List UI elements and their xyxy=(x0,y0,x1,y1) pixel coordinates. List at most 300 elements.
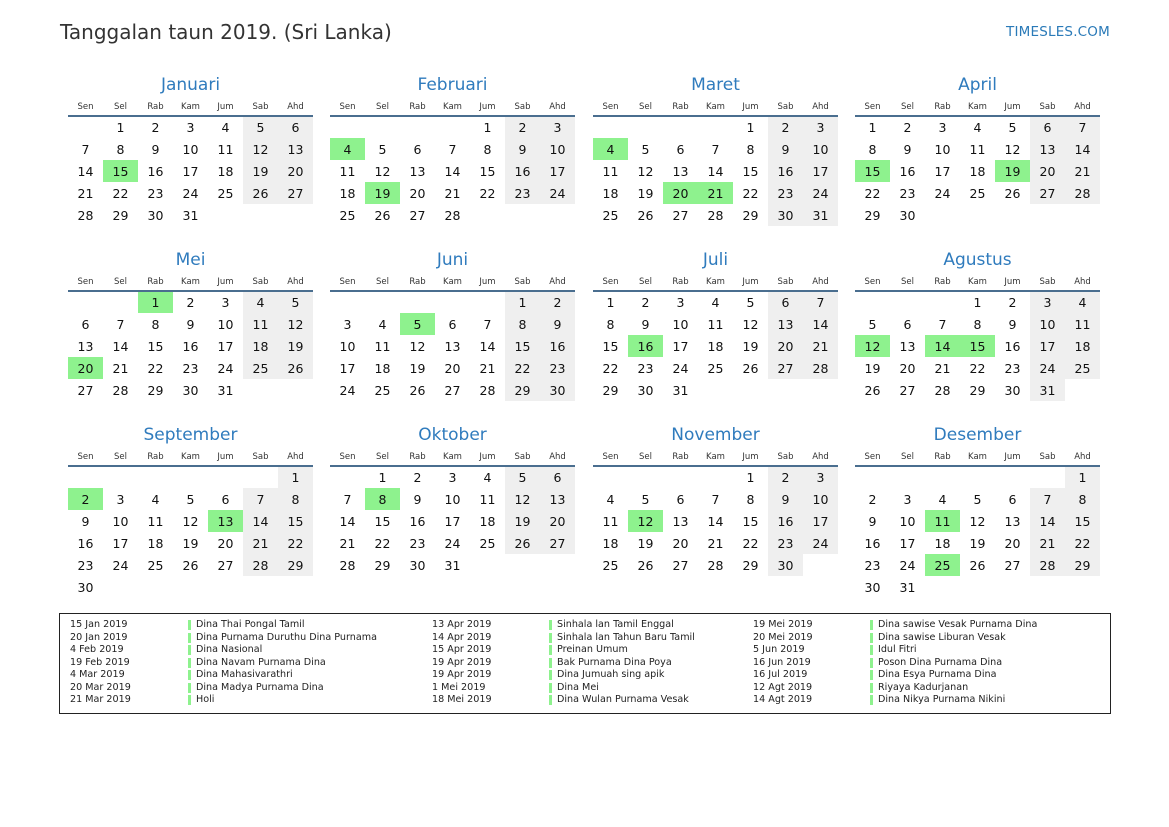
empty-cell xyxy=(208,466,243,488)
day-cell: 20 xyxy=(672,535,689,551)
week-row xyxy=(68,554,313,576)
month-april xyxy=(855,74,1100,226)
empty-cell xyxy=(138,466,173,488)
day-cell: 5 xyxy=(378,141,387,157)
holiday-day-cell: 12 xyxy=(855,335,890,357)
day-cell: 12 xyxy=(409,338,426,354)
week-row xyxy=(330,138,575,160)
month-name: Mei xyxy=(175,250,206,270)
day-cell: 18 xyxy=(707,338,724,354)
month-januari xyxy=(68,74,313,226)
day-cell: 12 xyxy=(505,488,540,510)
week-row xyxy=(68,335,313,357)
empty-cell xyxy=(925,466,960,488)
holiday-marker xyxy=(870,670,873,680)
day-cell: 22 xyxy=(742,185,759,201)
day-cell: 8 xyxy=(505,313,540,335)
week-row xyxy=(855,357,1100,379)
day-cell: 26 xyxy=(243,182,278,204)
day-cell: 22 xyxy=(1065,532,1100,554)
day-cell: 22 xyxy=(864,185,881,201)
week-row xyxy=(330,510,575,532)
weekday-header: Sab xyxy=(243,273,278,291)
day-cell: 23 xyxy=(768,532,803,554)
day-cell: 24 xyxy=(112,557,129,573)
holiday-date: 5 Jun 2019 xyxy=(753,644,805,655)
day-cell: 25 xyxy=(479,535,496,551)
holiday-marker xyxy=(870,645,873,655)
holiday-day-cell: 14 xyxy=(925,335,960,357)
day-cell: 27 xyxy=(409,207,426,223)
holiday-name: Dina Thai Pongal Tamil xyxy=(196,619,305,630)
month-mei xyxy=(68,249,313,401)
holiday-day-cell: 21 xyxy=(698,182,733,204)
weekday-header: Jum xyxy=(208,98,243,116)
day-cell: 1 xyxy=(505,291,540,313)
day-cell: 18 xyxy=(479,513,496,529)
weekday-header: Jum xyxy=(733,98,768,116)
day-cell: 1 xyxy=(746,470,755,485)
day-cell: 4 xyxy=(606,491,615,507)
weekday-header: Kam xyxy=(173,273,208,291)
weekday-header: Ahd xyxy=(540,98,575,116)
week-row xyxy=(855,160,1100,182)
weekday-header: Jum xyxy=(995,98,1030,116)
day-cell: 7 xyxy=(448,141,457,157)
day-cell: 7 xyxy=(938,316,947,332)
day-cell: 26 xyxy=(1004,185,1021,201)
holiday-name: Dina Esya Purnama Dina xyxy=(878,669,997,680)
empty-cell xyxy=(435,291,470,313)
holiday-date: 1 Mei 2019 xyxy=(432,681,486,693)
day-cell: 26 xyxy=(374,207,391,223)
empty-cell xyxy=(960,466,995,488)
page-title: Tanggalan taun 2019. (Sri Lanka) xyxy=(60,20,392,44)
day-cell: 9 xyxy=(768,488,803,510)
month-agustus xyxy=(855,249,1100,401)
day-cell: 25 xyxy=(707,360,724,376)
day-cell: 6 xyxy=(676,491,685,507)
day-cell: 29 xyxy=(602,382,619,398)
weekday-header: Kam xyxy=(698,448,733,466)
holiday-day-cell: 13 xyxy=(1030,138,1065,160)
month-table xyxy=(68,273,313,401)
holiday-name: Preinan Umum xyxy=(557,644,628,655)
empty-cell xyxy=(1030,576,1065,598)
day-cell: 6 xyxy=(221,491,230,507)
day-cell: 9 xyxy=(540,313,575,335)
day-cell: 20 xyxy=(540,510,575,532)
holiday-day-cell: 15 xyxy=(960,335,995,357)
day-cell: 17 xyxy=(803,510,838,532)
weekday-header: Sel xyxy=(365,448,400,466)
day-cell: 6 xyxy=(768,291,803,313)
day-cell: 17 xyxy=(1030,335,1065,357)
day-cell: 14 xyxy=(479,338,496,354)
weekday-header: Sel xyxy=(365,98,400,116)
holiday-marker xyxy=(188,645,191,655)
day-cell: 25 xyxy=(374,382,391,398)
holiday-date: 18 Mei 2019 xyxy=(432,694,492,705)
month-table xyxy=(330,98,575,226)
day-cell: 1 xyxy=(606,295,615,310)
day-cell: 3 xyxy=(116,491,125,507)
day-cell: 1 xyxy=(278,466,313,488)
day-cell: 2 xyxy=(186,295,195,310)
empty-cell xyxy=(278,379,313,401)
holiday-date: 19 Apr 2019 xyxy=(432,656,492,668)
day-cell: 29 xyxy=(742,207,759,223)
weekday-header: Rab xyxy=(925,448,960,466)
day-cell: 15 xyxy=(374,513,391,529)
day-cell: 16 xyxy=(182,338,199,354)
week-row xyxy=(330,554,575,576)
empty-cell xyxy=(365,116,400,138)
weekday-header: Sab xyxy=(243,98,278,116)
empty-cell xyxy=(1065,576,1100,598)
day-cell: 26 xyxy=(182,557,199,573)
week-row xyxy=(330,335,575,357)
holiday-name: Idul Fitri xyxy=(878,644,917,655)
day-cell: 19 xyxy=(505,510,540,532)
day-cell: 18 xyxy=(374,360,391,376)
day-cell: 21 xyxy=(479,360,496,376)
day-cell: 29 xyxy=(505,379,540,401)
month-table xyxy=(68,98,313,226)
weekday-header: Sel xyxy=(103,448,138,466)
holiday-date: 20 Mei 2019 xyxy=(753,631,813,643)
day-cell: 7 xyxy=(343,491,352,507)
weekday-header: Sel xyxy=(890,273,925,291)
weekday-header: Sen xyxy=(855,273,890,291)
empty-cell xyxy=(330,116,365,138)
holiday-day-cell: 19 xyxy=(365,182,400,204)
week-row xyxy=(330,182,575,204)
weekday-header: Rab xyxy=(663,273,698,291)
day-cell: 16 xyxy=(768,160,803,182)
day-cell: 15 xyxy=(742,513,759,529)
week-row xyxy=(855,182,1100,204)
weekday-header: Kam xyxy=(960,448,995,466)
day-cell: 21 xyxy=(77,185,94,201)
week-row xyxy=(593,466,838,488)
day-cell: 8 xyxy=(483,141,492,157)
week-row xyxy=(855,204,1100,226)
day-cell: 5 xyxy=(186,491,195,507)
day-cell: 15 xyxy=(278,510,313,532)
day-cell: 13 xyxy=(278,138,313,160)
day-cell: 5 xyxy=(1008,120,1017,135)
day-cell: 11 xyxy=(707,316,724,332)
day-cell: 18 xyxy=(1065,335,1100,357)
day-cell: 8 xyxy=(151,316,160,332)
week-row xyxy=(855,116,1100,138)
holiday-date: 13 Apr 2019 xyxy=(432,619,492,630)
day-cell: 2 xyxy=(768,466,803,488)
holiday-date: 12 Agt 2019 xyxy=(753,681,813,693)
weekday-header: Jum xyxy=(733,448,768,466)
week-row xyxy=(593,554,838,576)
day-cell: 11 xyxy=(339,163,356,179)
holiday-marker xyxy=(549,658,552,668)
day-cell: 13 xyxy=(1004,513,1021,529)
day-cell: 13 xyxy=(672,513,689,529)
empty-cell xyxy=(330,466,365,488)
day-cell: 21 xyxy=(934,360,951,376)
day-cell: 19 xyxy=(864,360,881,376)
day-cell: 24 xyxy=(803,532,838,554)
week-row xyxy=(855,335,1100,357)
day-cell: 27 xyxy=(768,357,803,379)
day-cell: 3 xyxy=(186,120,195,135)
day-cell: 10 xyxy=(803,138,838,160)
day-cell: 9 xyxy=(81,513,90,529)
day-cell: 22 xyxy=(505,357,540,379)
holiday-day-cell: 19 xyxy=(278,335,313,357)
month-november xyxy=(593,424,838,576)
day-cell: 19 xyxy=(409,360,426,376)
holiday-date: 21 Mar 2019 xyxy=(70,694,131,705)
empty-cell xyxy=(470,291,505,313)
month-name: September xyxy=(143,425,238,445)
week-row xyxy=(330,466,575,488)
day-cell: 30 xyxy=(77,579,94,595)
day-cell: 11 xyxy=(374,338,391,354)
month-name: Januari xyxy=(160,75,221,95)
weekday-header: Sen xyxy=(593,448,628,466)
weekday-header: Sen xyxy=(330,448,365,466)
holiday-day-cell: 4 xyxy=(330,138,365,160)
holiday-day-cell: 19 xyxy=(995,160,1030,182)
day-cell: 22 xyxy=(602,360,619,376)
day-cell: 10 xyxy=(899,513,916,529)
week-row xyxy=(855,532,1100,554)
day-cell: 10 xyxy=(217,316,234,332)
day-cell: 10 xyxy=(339,338,356,354)
day-cell: 9 xyxy=(868,513,877,529)
day-cell: 7 xyxy=(243,488,278,510)
weekday-header: Ahd xyxy=(278,98,313,116)
holiday-marker xyxy=(549,645,552,655)
day-cell: 13 xyxy=(768,313,803,335)
day-cell: 20 xyxy=(409,185,426,201)
weekday-header: Sel xyxy=(890,448,925,466)
day-cell: 30 xyxy=(899,207,916,223)
holiday-day-cell: 13 xyxy=(540,488,575,510)
day-cell: 15 xyxy=(147,338,164,354)
empty-cell xyxy=(243,466,278,488)
day-cell: 6 xyxy=(1030,116,1065,138)
day-cell: 7 xyxy=(711,141,720,157)
day-cell: 4 xyxy=(938,491,947,507)
holiday-marker xyxy=(870,633,873,643)
month-desember xyxy=(855,424,1100,598)
day-cell: 7 xyxy=(116,316,125,332)
day-cell: 23 xyxy=(505,182,540,204)
day-cell: 22 xyxy=(112,185,129,201)
day-cell: 23 xyxy=(899,185,916,201)
month-table xyxy=(330,273,575,401)
day-cell: 29 xyxy=(1065,554,1100,576)
day-cell: 19 xyxy=(969,535,986,551)
weekday-header: Sen xyxy=(68,98,103,116)
weekday-header: Kam xyxy=(435,273,470,291)
day-cell: 31 xyxy=(672,382,689,398)
month-table xyxy=(593,448,838,576)
weekday-header: Ahd xyxy=(803,273,838,291)
empty-cell xyxy=(1065,204,1100,226)
day-cell: 8 xyxy=(116,141,125,157)
holiday-date: 14 Agt 2019 xyxy=(753,694,813,705)
day-cell: 29 xyxy=(112,207,129,223)
day-cell: 17 xyxy=(112,535,129,551)
week-row xyxy=(68,116,313,138)
day-cell: 2 xyxy=(151,120,160,135)
day-cell: 24 xyxy=(540,182,575,204)
holiday-name: Dina Navam Purnama Dina xyxy=(196,656,326,668)
holiday-day-cell: 11 xyxy=(925,510,960,532)
empty-cell xyxy=(803,379,838,401)
empty-cell xyxy=(173,466,208,488)
day-cell: 14 xyxy=(77,163,94,179)
empty-cell xyxy=(925,576,960,598)
day-cell: 26 xyxy=(637,207,654,223)
holiday-name: Dina Madya Purnama Dina xyxy=(196,681,324,693)
day-cell: 20 xyxy=(1030,160,1065,182)
holiday-date: 20 Jan 2019 xyxy=(70,631,128,643)
day-cell: 17 xyxy=(444,513,461,529)
site-link[interactable]: TIMESLES.COM xyxy=(1006,24,1110,40)
holiday-name: Dina Nasional xyxy=(196,644,263,655)
day-cell: 1 xyxy=(378,470,387,485)
month-name: November xyxy=(671,425,760,445)
day-cell: 30 xyxy=(182,382,199,398)
holiday-date: 4 Mar 2019 xyxy=(70,669,125,680)
day-cell: 5 xyxy=(641,491,650,507)
month-juni xyxy=(330,249,575,401)
holiday-day-cell: 27 xyxy=(540,532,575,554)
empty-cell xyxy=(138,576,173,598)
month-name: Maret xyxy=(691,75,740,95)
week-row xyxy=(593,204,838,226)
day-cell: 4 xyxy=(1065,291,1100,313)
weekday-header: Ahd xyxy=(1065,273,1100,291)
day-cell: 11 xyxy=(969,141,986,157)
month-oktober xyxy=(330,424,575,576)
day-cell: 4 xyxy=(221,120,230,135)
day-cell: 27 xyxy=(899,382,916,398)
day-cell: 3 xyxy=(540,116,575,138)
weekday-header: Kam xyxy=(173,448,208,466)
day-cell: 16 xyxy=(505,160,540,182)
day-cell: 10 xyxy=(1030,313,1065,335)
empty-cell xyxy=(803,554,838,576)
day-cell: 20 xyxy=(444,360,461,376)
day-cell: 22 xyxy=(479,185,496,201)
holiday-date: 19 Apr 2019 xyxy=(432,669,492,680)
week-row xyxy=(855,466,1100,488)
month-name: Juli xyxy=(702,250,729,270)
day-cell: 24 xyxy=(444,535,461,551)
day-cell: 23 xyxy=(540,357,575,379)
weekday-header: Rab xyxy=(400,273,435,291)
weekday-header: Ahd xyxy=(803,448,838,466)
month-table xyxy=(593,98,838,226)
weekday-header: Kam xyxy=(435,98,470,116)
holiday-day-cell: 8 xyxy=(365,488,400,510)
weekday-header: Sel xyxy=(103,98,138,116)
empty-cell xyxy=(400,291,435,313)
empty-cell xyxy=(960,204,995,226)
day-cell: 29 xyxy=(969,382,986,398)
day-cell: 28 xyxy=(1030,554,1065,576)
day-cell: 4 xyxy=(973,120,982,135)
day-cell: 24 xyxy=(339,382,356,398)
holiday-day-cell: 16 xyxy=(540,335,575,357)
holiday-name: Dina Wulan Purnama Vesak xyxy=(557,694,689,705)
empty-cell xyxy=(278,204,313,226)
day-cell: 30 xyxy=(147,207,164,223)
day-cell: 7 xyxy=(483,316,492,332)
day-cell: 27 xyxy=(1004,557,1021,573)
day-cell: 26 xyxy=(864,382,881,398)
day-cell: 2 xyxy=(903,120,912,135)
week-row xyxy=(68,576,313,598)
day-cell: 18 xyxy=(339,185,356,201)
week-row xyxy=(593,335,838,357)
weekday-header: Rab xyxy=(663,98,698,116)
holiday-date: 19 Feb 2019 xyxy=(70,656,130,668)
day-cell: 26 xyxy=(969,557,986,573)
week-row xyxy=(855,138,1100,160)
empty-cell xyxy=(925,204,960,226)
day-cell: 17 xyxy=(803,160,838,182)
empty-cell xyxy=(470,204,505,226)
holiday-day-cell: 2 xyxy=(68,488,103,510)
weekday-header: Sab xyxy=(505,273,540,291)
day-cell: 3 xyxy=(803,116,838,138)
day-cell: 25 xyxy=(147,557,164,573)
day-cell: 4 xyxy=(378,316,387,332)
day-cell: 3 xyxy=(221,295,230,310)
day-cell: 30 xyxy=(540,379,575,401)
week-row xyxy=(855,291,1100,313)
day-cell: 23 xyxy=(768,182,803,204)
empty-cell xyxy=(68,116,103,138)
week-row xyxy=(68,204,313,226)
holiday-day-cell: 15 xyxy=(855,160,890,182)
day-cell: 10 xyxy=(934,141,951,157)
weekday-header: Ahd xyxy=(1065,98,1100,116)
week-row xyxy=(68,532,313,554)
day-cell: 8 xyxy=(1065,488,1100,510)
day-cell: 14 xyxy=(339,513,356,529)
day-cell: 28 xyxy=(112,382,129,398)
weekday-header: Jum xyxy=(470,273,505,291)
holiday-name: Dina Purnama Duruthu Dina Purnama xyxy=(196,631,377,643)
weekday-header: Jum xyxy=(733,273,768,291)
holiday-day-cell: 1 xyxy=(138,291,173,313)
empty-cell xyxy=(68,291,103,313)
day-cell: 24 xyxy=(803,182,838,204)
weekday-header: Rab xyxy=(138,273,173,291)
day-cell: 24 xyxy=(934,185,951,201)
weekday-header: Ahd xyxy=(278,273,313,291)
week-row xyxy=(68,182,313,204)
day-cell: 18 xyxy=(602,185,619,201)
week-row xyxy=(68,291,313,313)
holiday-day-cell: 10 xyxy=(803,488,838,510)
